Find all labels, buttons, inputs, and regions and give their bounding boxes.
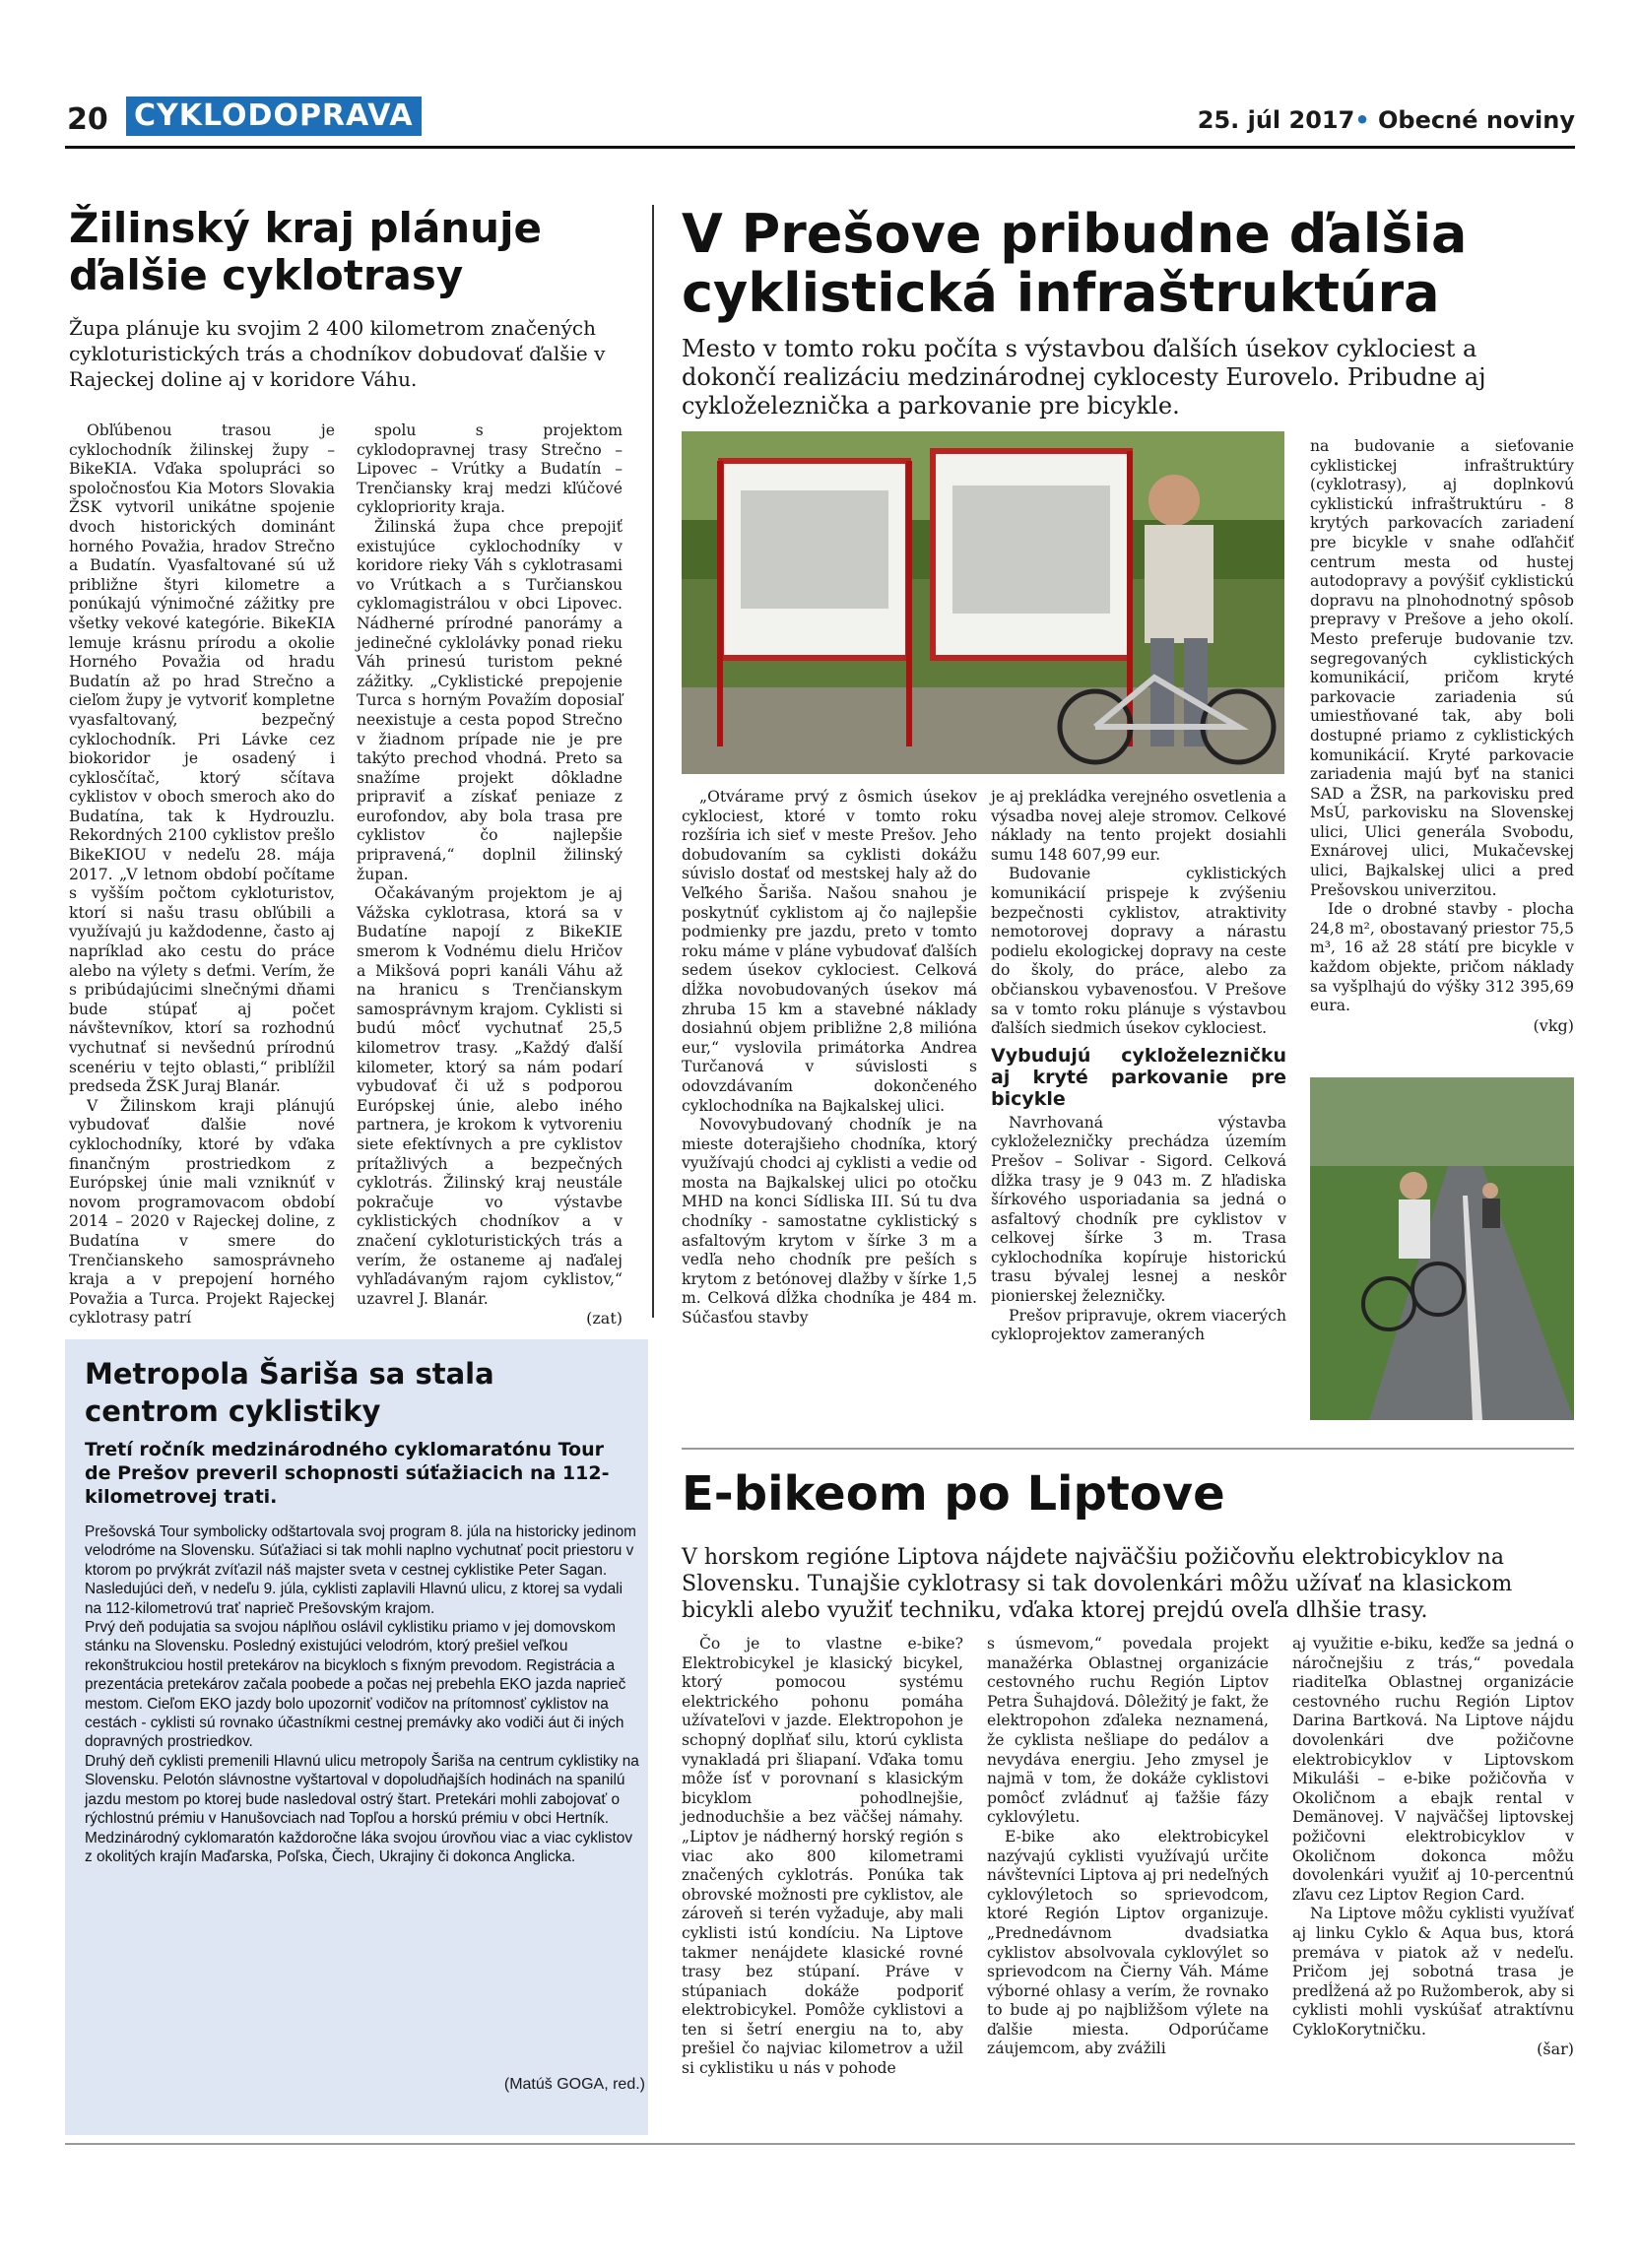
metropola-signature: (Matúš GOGA, red.) [503,2076,645,2093]
liptov-paragraph: E-bike ako elektrobicykel nazývajú cyklisti využívajú určite návštevníci Liptova aj pri nedeľných cyklovýletoch so sprievodcom, ktoré Región Liptov organizuje. „Prednedávnom dvadsiatka cyklistov absolvovala cyklovýlet so sprievodcom na Čierny Váh. Máme výborné ohlasy a verím, že rovnako to bude aj po najbližšom výlete na ďalšie miesta. Odporúčame záujemcom, aby zvážili [987,1827,1269,2058]
presov-signature: (vkg) [1533,1015,1574,1035]
presov-paragraph: Prešov pripravuje, okrem viacerých cykloprojektov zameraných [991,1306,1286,1344]
presov-paragraph: Budovanie cyklistických komunikácií prispeje k zvýšeniu bezpečnosti cyklistov, atraktivity nemotorovej dopravy a nárastu podielu ekologickej dopravy na ceste do školy, do práce, alebo za občianskou vybavenosťou. V Prešove sa v tomto roku plánuje s výstavbou ďalších siedmich úsekov cyklociest. [991,865,1286,1038]
liptov-paragraph: s úsmevom,“ povedala projekt manažérka Oblastnej organizácie cestovného ruchu Región Liptov Petra Šuhajdová. Dôležitý je fakt, že elektropohon zďaleka neznamená, že cyklista nešliape do pedálov a nevydáva energiu. Jeho zmysel je najmä v tom, že dokáže cyklistovi pomôcť zvládnuť aj ťažšie fázy cyklovýletu. [987,1635,1269,1827]
presov-headline: V Prešove pribudne ďalšia cyklistická infraštruktúra [682,203,1468,324]
zilina-paragraph: Obľúbenou trasou je cyklochodník žilinskej župy – BikeKIA. Vďaka spolupráci so spoločnosťou Kia Motors Slovakia ŽSK vytvoril unikátne spojenie dvoch historických dominánt horného Považia, hradov Strečno a Budatín. Vyasfaltované sú už približne štyri kilometre a ponúkajú výnimočné zážitky pre všetky vekové kategórie. BikeKIA lemuje krásnu prírodu a okolie Horného Považia od hradu Budatín až po hrad Strečno a cieľom župy je vytvoriť kompletne vyasfaltovaný, bezpečný cyklochodník. Pri Lávke cez biokoridor je osadený i cyklosčítač, ktorý sčítava cyklistov v oboch smeroch ako do Budatína, tak k Hydrouzlu. Rekordných 2100 cyklistov prešlo BikeKIOU v nedeľu 28. mája 2017. „V letnom období počítame s vyšším počtom cykloturistov, ktorí si našu trasu obľúbili a využívajú ju každodenne, často aj napríklad ako cestu do práce alebo na výlety s deťmi. Verím, že s pribúdajúcimi slnečnými dňami bude stúpať aj počet návštevníkov, ktorí sa rozhodnú vychutnať si nevšednú prírodnú scenériu v tejto oblasti,“ priblížil predseda ŽSK Juraj Blanár. [69,421,335,1096]
liptov-paragraph: Čo je to vlastne e-bike? Elektrobicykel je klasický bicykel, ktorý pomocou systému elektrického pohonu pomáha užívateľovi v jazde. Elektropohon je schopný doplňať silu, ktorú cyklista vynakladá pri šliapaní. Vďaka tomu môže ísť v porovnaní s klasickým bicyklom pohodlnejšie, jednoduchšie a bez väčšej námahy. „Liptov je nádherný horský región s viac ako 800 kilometrami značených cyklotrás. Ponúka tak obrovské možnosti pre cyklistov, ale zároveň si terén vyžaduje, aby mali cyklisti istú kondíciu. Na Liptove takmer nenájdete klasické rovné trasy bez stúpaní. Práve v stúpaniach dokáže podporiť elektrobicykel. Pomôže cyklistovi a ten si šetrí energiu na to, aby prešiel čo najviac kilometrov a užil si cyklistiku u nás v pohode [682,1635,963,2078]
metropola-paragraph: Prešovská Tour symbolicky odštartovala svoj program 8. júla na historicky jedinom velodróme na Slovensku. Súťažiaci si tak mohli naplno vychutnať pocit priestoru v ktorom po prvýkrát zvíťazil náš majster sveta v cestnej cyklistike Peter Sagan. Nasledujúci deň, v nedeľu 9. júla, cyklisti zaplavili Hlavnú ulicu, z ktorej sa vydali na 112-kilometrovú trať naprieč Prešovským krajom. [85,1523,636,1617]
photo-illustration [1310,1077,1574,1420]
presov-paragraph: Novovybudovaný chodník je na mieste doterajšieho chodníka, ktorý využívajú chodci aj cyklisti a vedie od mosta na Bajkalskej ulici po otočku MHD na konci Sídliska III. Sú tu dva chodníky - samostatne cyklistický s asfaltovým krytom v šírke 3 m a vedľa neho chodník pre peších s krytom z betónovej dlažby v šírke 1,5 m. Celková dĺžka chodníka je 484 m. Súčasťou stavby [682,1116,977,1328]
presov-paragraph: Navrhovaná výstavba cykloželezničky prechádza územím Prešov – Solivar - Sigord. Celková dĺžka trasy je 9 043 m. Z hľadiska šírkového usporiadania sa jedná o asfaltový chodník pre cyklistov v celkovej šírke 3 m. Trasa cyklochodníka kopíruje historickú trasu bývalej lesnej a neskôr pionierskej železničky. [991,1113,1286,1306]
liptov-signature: (šar) [1537,2040,1574,2059]
issue-info [1198,106,1575,134]
zilina-headline: Žilinský kraj plánuje ďalšie cyklotrasy [69,204,542,299]
section-rule [682,1448,1574,1450]
presov-subheading: Vybudujú cykloželezničku aj kryté parkovanie pre bicykle [991,1044,1286,1110]
header-rule [65,146,1575,149]
presov-lead: Mesto v tomto roku počíta s výstavbou ďalších úsekov cyklociest a dokončí realizáciu medzinárodnej cyklocesty Eurovelo. Pribudne aj cykloželeznička a parkovanie pre bicykle. [682,335,1486,420]
cyclists-on-path-photo [1310,1077,1574,1420]
liptov-headline: E-bikeom po Liptove [682,1466,1225,1522]
zilina-paragraph: Očakávaným projektom je aj Vážska cyklotrasa, ktorá sa v Budatíne napojí z BikeKIE smerom k Vodnému dielu Hričov a Mikšová popri kanáli Váhu až na hranicu s Trenčianskym samosprávnym krajom. Cyklisti si budú môcť vychutnať 25,5 kilometrov trasy. „Každý ďalší kilometer, ktorý sa nám podarí vybudovať či už s podporou Európskej únie, alebo iného partnera, je krokom k vytvoreniu siete efektívnych a pre cyklistov prítažlivých a bezpečných cyklotrás. Žilinský kraj neustále pokračuje vo výstavbe cyklistických chodníkov a v značení cykloturistických trás a verím, že ostaneme aj naďalej vyhľadávaným rajom cyklistov,“ uzavrel J. Blanár. [357,884,623,1308]
metropola-paragraph: Prvý deň podujatia sa svojou náplňou oslávil cyklistiku priamo v jej domovskom stánku na Slovensku. Posledný existujúci velodróm, ktorý prešiel veľkou rekonštrukciou hostil pretekárov na bicykloch s fixným prevodom. Registrácia a prezentácia pretekárov začala poobede a počas nej prebehla EKO jazda naprieč mestom. Cieľom EKO jazdy bolo upozorniť vodičov na prítomnosť cyklistov na cestách - cyklisti sú rovnako účastníkmi cestnej premávky ako vodiči áut či iných dopravných prostriedkov. [85,1619,626,1751]
zilina-signature: (zat) [586,1309,623,1328]
footer-rule [65,2143,1575,2145]
metropola-body [85,1523,642,1866]
liptov-lead: V horskom regióne Liptova nájdete najväčšiu požičovňu elektrobicyklov na Slovensku. Tunajšie cyklotrasy si tak dovolenkári môžu užívať na klasickom bicykli alebo využiť techniku, vďaka ktorej prejdú oveľa dlhšie trasy. [682,1545,1513,1623]
section-label: CYKLODOPRAVA [126,97,422,136]
liptov-column-1 [682,1635,963,2127]
metropola-paragraph: Druhý deň cyklisti premenili Hlavnú ulicu metropoly Šariša na centrum cyklistiky na Slovensku. Pelotón slávnostne vyštartoval v dopoludňajších hodinách na spanilú jazdu mestom po ktorej bude nasledoval ostrý štart. Pretekári mohli zabojovať o rýchlostnú prémiu v Hanušovciach nad Topľou a horskú prémiu v obci Hertník. Medzinárodný cyklomaratón každoročne láka svojou úrovňou viac a viac cyklistov z okolitých krajín Maďarska, Poľska, Čiech, Ukrajiny či dokonca Anglicka. [85,1752,639,1865]
liptov-column-3 [1292,1635,1574,2127]
liptov-paragraph: aj využitie e-biku, keďže sa jedná o náročnejšiu z trás,“ povedala riaditeľka Oblastnej organizácie cestovného ruchu Región Liptov Darina Bartková. Na Liptove nájdu dovolenkári dve požičovne elektrobicyklov v Liptovskom Mikuláši – e-bike požičovňa v Okoličnom a ebajk rental v Demänovej. V najväčšej liptovskej požičovni elektrobicyklov v Okoličnom dokonca môžu dovolenkári využiť aj 10-percentnú zľavu cez Liptov Region Card. [1292,1635,1574,1904]
zilina-lead: Župa plánuje ku svojim 2 400 kilometrom značených cykloturistických trás a chodníkov dobudovať ďalšie v Rajeckej doline aj v koridore Váhu. [69,316,606,391]
photo-illustration [682,431,1284,774]
presov-column-1 [682,788,977,1458]
zilina-column-2 [357,421,623,1328]
presov-column-right [1310,437,1574,1068]
issue-dot: • [1354,106,1370,134]
presov-paragraph: Ide o drobné stavby - plocha 24,8 m², obostavaný priestor 75,5 m³, 16 až 28 státí pre bicykle v každom objekte, pričom náklady sa vyšplhajú do výšky 312 395,69 eura. [1310,900,1574,1015]
metropola-headline: Metropola Šariša sa stala centrom cyklistiky [85,1357,494,1428]
presov-paragraph: na budovanie a sieťovanie cyklistickej infraštruktúry (cyklotrasy), aj doplnkovú cyklistickú infraštruktúru - 8 krytých parkovacích zariadení pre bicykle v snahe odľahčiť centrum mesta od hustej autodopravy a povýšiť cyklistickú dopravu na plnohodnotný spôsob prepravy v Prešove a jeho okolí. Mesto preferuje budovanie tzv. segregovaných cyklistických komunikácií, pričom kryté parkovacie zariadenia sú umiestňované tak, aby boli dostupné priamo z cyklistických komunikácií. Kryté parkovacie zariadenia majú byť na stanici SAD a ŽSR, na parkovisku pred MsÚ, parkovisku na Slovenskej ulici, Ulici generála Svobodu, Exnárovej ulici, Mukačevskej ulici, Bajkalskej ulici a pred Prešovskou univerzitou. [1310,437,1574,899]
zilina-paragraph: Žilinská župa chce prepojiť existujúce cyklochodníky v koridore rieky Váh s cyklotrasami vo Vrútkach a s Turčianskou cyklomagistrálou v obci Lipovec. Nádherné prírodné panorámy a jedinečné cyklolávky ponad rieku Váh prinesú turistom pekné zážitky. „Cyklistické prepojenie Turca s horným Považím doposiaľ neexistuje a cesta popod Strečno v žiadnom prípade nie je pre takýto prechod vhodná. Preto sa snažíme projekt dôkladne pripraviť a získať peniaze z eurofondov, aby bola trasa pre cyklistov čo najlepšie pripravená,“ doplnil žilinský župan. [357,517,623,883]
presov-column-2 [991,788,1286,1438]
column-divider [652,205,654,1318]
presov-paragraph: je aj prekládka verejného osvetlenia a výsadba novej aleje stromov. Celkové náklady na tento projekt dosiahli sumu 148 607,99 eur. [991,788,1286,864]
info-boards-cyclist-photo [682,431,1284,774]
liptov-column-2 [987,1635,1269,2127]
liptov-paragraph: Na Liptove môžu cyklisti využívať aj linku Cyklo & Aqua bus, ktorá premáva v piatok až v nedeľu. Pričom jej sobotná trasa je predĺžená až po Ružomberok, aby si cyklisti mohli vyskúšať atraktívnu CykloKorytničku. [1292,1905,1574,2039]
page-number: 20 [67,102,108,137]
newspaper-name: Obecné noviny [1378,106,1575,134]
issue-date: 25. júl 2017 [1197,106,1355,134]
zilina-paragraph: spolu s projektom cyklodopravnej trasy Strečno – Lipovec – Vrútky a Budatín – Trenčiansky kraj medzi kľúčové cyklopriority kraja. [357,421,623,517]
zilina-paragraph: V Žilinskom kraji plánujú vybudovať ďalšie nové cyklochodníky, ktoré by vďaka finančným prostriedkom z Európskej únie mali vzniknúť v novom programovacom období 2014 – 2020 v Rajeckej doline, z Budatína v smere do Trenčianskeho samosprávneho kraja a v prepojení horného Považia a Turca. Projekt Rajeckej cyklotrasy patrí [69,1096,335,1328]
metropola-lead: Tretí ročník medzinárodného cyklomaratónu Tour de Prešov preveril schopnosti súťažiacich na 112-kilometrovej trati. [85,1439,610,1508]
zilina-column-1 [69,421,335,1347]
presov-paragraph: „Otvárame prvý z ôsmich úsekov cyklociest, ktoré v tomto roku rozšíria ich sieť v meste Prešov. Jeho dobudovaním sa cyklisti dokážu súvislo dostať od mestskej haly až do Veľkého Šariša. Našou snahou je poskytnúť cyklistom aj čo najlepšie podmienky pre jazdu, preto v tomto roku máme v pláne vybudovať ďalších sedem úsekov cyklociest. Celková dĺžka novobudovaných úsekov má zhruba 15 km a stavebné náklady dosiahnú objem približne 2,8 milióna eur,“ vyslovila primátorka Andrea Turčanová v súvislosti s odovzdávaním dokončeného cyklochodníka na Bajkalskej ulici. [682,788,977,1115]
